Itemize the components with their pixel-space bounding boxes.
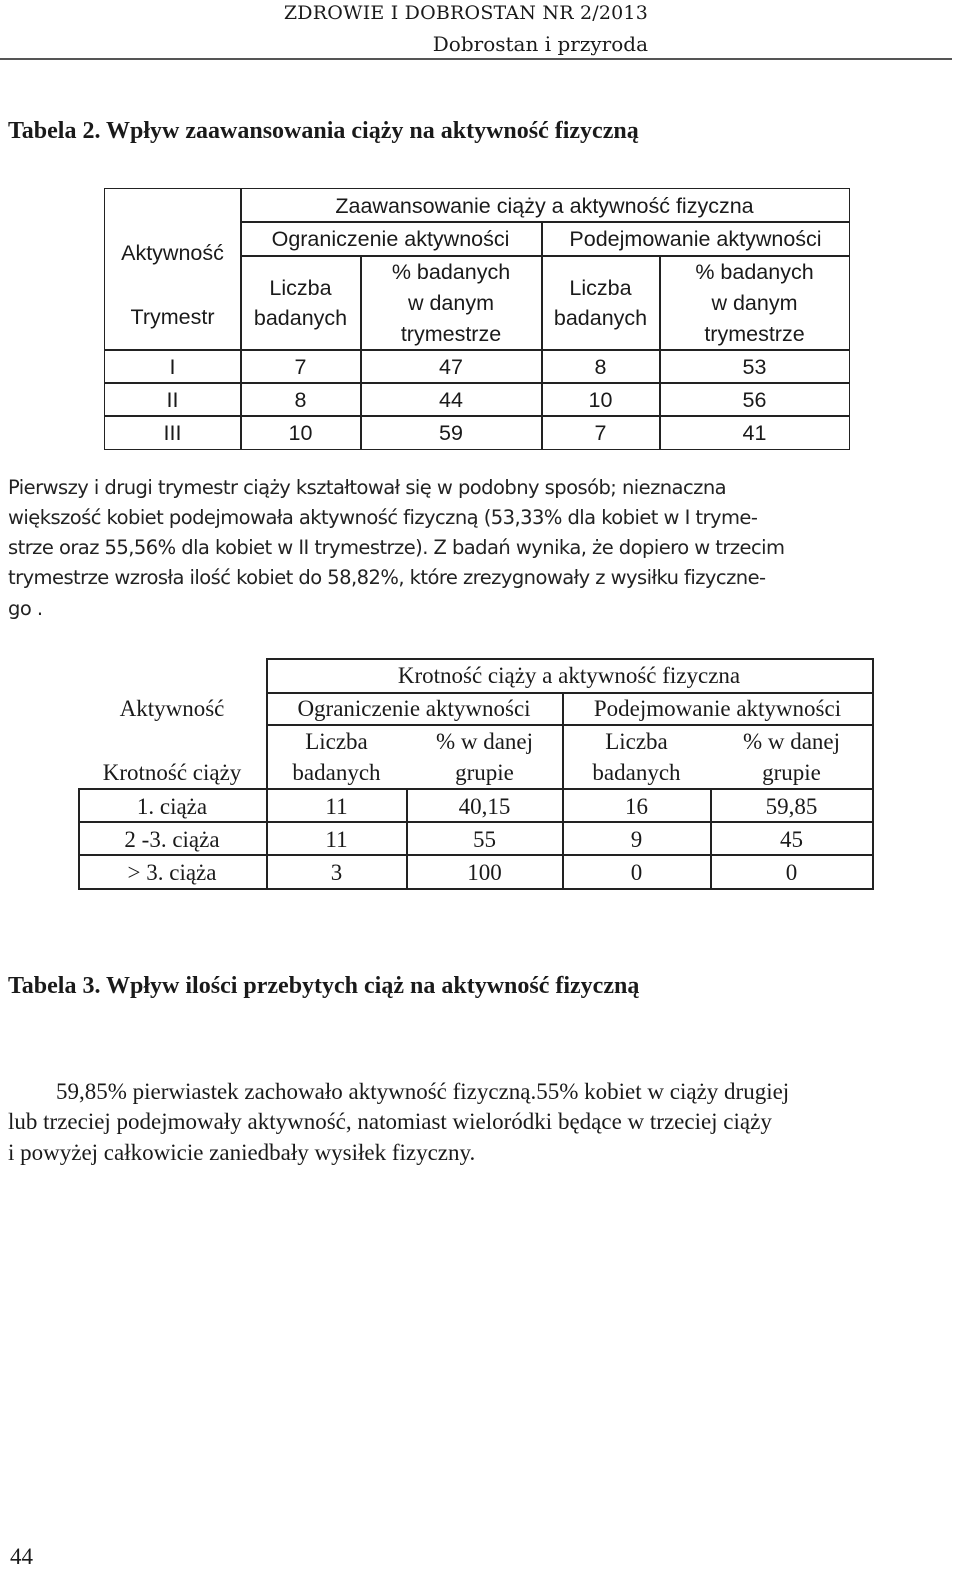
row-label: II (166, 388, 179, 412)
section-title: Dobrostan i przyroda (432, 32, 648, 56)
table-line (240, 255, 849, 257)
col-header-percent: % w danej (742, 729, 841, 754)
table-cell: 9 (630, 827, 643, 852)
col-header-count: Liczba (269, 276, 332, 300)
table-cell: 47 (439, 355, 463, 379)
journal-title: ZDROWIE I DOBROSTAN NR 2/2013 (283, 2, 648, 24)
body-text-line: większość kobiet podejmowała aktywność fizyczną (53,33% dla kobiet w I tryme- (8, 506, 758, 529)
table-line (266, 692, 872, 694)
table-cell: 55 (473, 827, 496, 852)
row-label: I (169, 355, 176, 379)
page-number: 44 (10, 1544, 33, 1569)
body-text-line: lub trzeciej podejmowały aktywność, natomiast wieloródki będące w trzeciej ciąży (8, 1109, 772, 1134)
corner-label-trimester: Trymestr (130, 305, 215, 329)
header-rule (0, 58, 952, 60)
table-2-caption: Tabela 2. Wpływ zaawansowania ciąży na aktywność fizyczną (8, 118, 639, 144)
table-cell: 3 (330, 860, 343, 885)
col-header-percent: % badanych (695, 260, 814, 284)
body-text-line: trymestrze wzrosła ilość kobiet do 58,82%, które zrezygnowały z wysiłku fizyczne- (8, 566, 766, 589)
col-header-percent: % badanych (391, 260, 511, 284)
table-cell: 11 (325, 794, 348, 819)
table-line (78, 888, 874, 890)
table-cell: 16 (625, 794, 648, 819)
col-header-percent: grupie (455, 760, 514, 785)
table-cell: 0 (785, 860, 798, 885)
table-line (105, 349, 849, 351)
col-header-percent: % w danej (435, 729, 534, 754)
col-header-percent: trymestrze (704, 322, 805, 346)
col-header-count: badanych (592, 760, 681, 785)
row-label: > 3. ciąża (127, 860, 217, 885)
body-text-line: 59,85% pierwiastek zachowało aktywność fizyczną.55% kobiet w ciąży drugiej (56, 1079, 790, 1104)
col-header-count: Liczba (569, 276, 632, 300)
table-cell: 59,85 (765, 794, 818, 819)
table-line (360, 255, 362, 449)
group-header-limit: Ograniczenie aktywności (297, 696, 531, 721)
table-cell: 8 (294, 388, 307, 412)
group-header-limit: Ograniczenie aktywności (271, 227, 510, 251)
group-header-undertake: Podejmowanie aktywności (593, 696, 842, 721)
table-line (105, 415, 849, 417)
corner-label-pregnancy-count: Krotność ciąży (102, 760, 242, 785)
table-cell: 56 (742, 388, 767, 412)
table-line (78, 821, 874, 823)
table-line (240, 221, 849, 223)
col-header-count: badanych (292, 760, 381, 785)
table-title: Zaawansowanie ciąży a aktywność fizyczna (335, 194, 754, 218)
table-cell: 10 (588, 388, 613, 412)
col-header-count: badanych (253, 306, 348, 330)
table-line (266, 724, 872, 726)
table-cell: 7 (594, 421, 607, 445)
table-cell: 10 (288, 421, 313, 445)
table-cell: 44 (439, 388, 463, 412)
col-header-percent: w danym (407, 291, 495, 315)
col-header-count: badanych (553, 306, 648, 330)
table-cell: 59 (439, 421, 463, 445)
col-header-percent: trymestrze (400, 322, 502, 346)
pregnancy-count-activity-table (78, 658, 874, 890)
table-line (78, 788, 874, 790)
col-header-count: Liczba (605, 729, 668, 754)
body-text-line: i powyżej całkowicie zaniedbały wysiłek fizyczny. (8, 1140, 476, 1165)
table-3-caption: Tabela 3. Wpływ ilości przebytych ciąż na aktywność fizyczną (8, 973, 640, 999)
table-cell: 40,15 (458, 794, 511, 819)
table-line (78, 854, 874, 856)
table-cell: 0 (630, 860, 643, 885)
corner-label-activity: Aktywność (121, 241, 224, 265)
row-label: 2 -3. ciąża (124, 827, 220, 852)
table-line (105, 382, 849, 384)
body-text-line: strze oraz 55,56% dla kobiet w II trymestrze). Z badań wynika, że dopiero w trzecim (8, 536, 785, 559)
table-cell: 11 (325, 827, 348, 852)
table-line (659, 255, 661, 449)
table-cell: 53 (742, 355, 767, 379)
table-line (562, 692, 564, 889)
table-cell: 100 (467, 860, 502, 885)
group-header-undertake: Podejmowanie aktywności (569, 227, 822, 251)
row-label: III (163, 421, 182, 445)
row-label: 1. ciąża (136, 794, 208, 819)
table-line (266, 658, 872, 660)
corner-label-activity: Aktywność (119, 696, 225, 721)
table-cell: 8 (594, 355, 607, 379)
col-header-percent: grupie (762, 760, 821, 785)
table-cell: 41 (742, 421, 767, 445)
col-header-percent: w danym (711, 291, 798, 315)
table-cell: 45 (780, 827, 803, 852)
col-header-count: Liczba (305, 729, 368, 754)
body-text-line: Pierwszy i drugi trymestr ciąży kształtował się w podobny sposób; nieznaczna (8, 476, 727, 499)
trimester-activity-table (104, 188, 850, 450)
table-title: Krotność ciąży a aktywność fizyczna (397, 663, 741, 688)
body-text-line: go . (8, 597, 43, 620)
table-cell: 7 (294, 355, 307, 379)
